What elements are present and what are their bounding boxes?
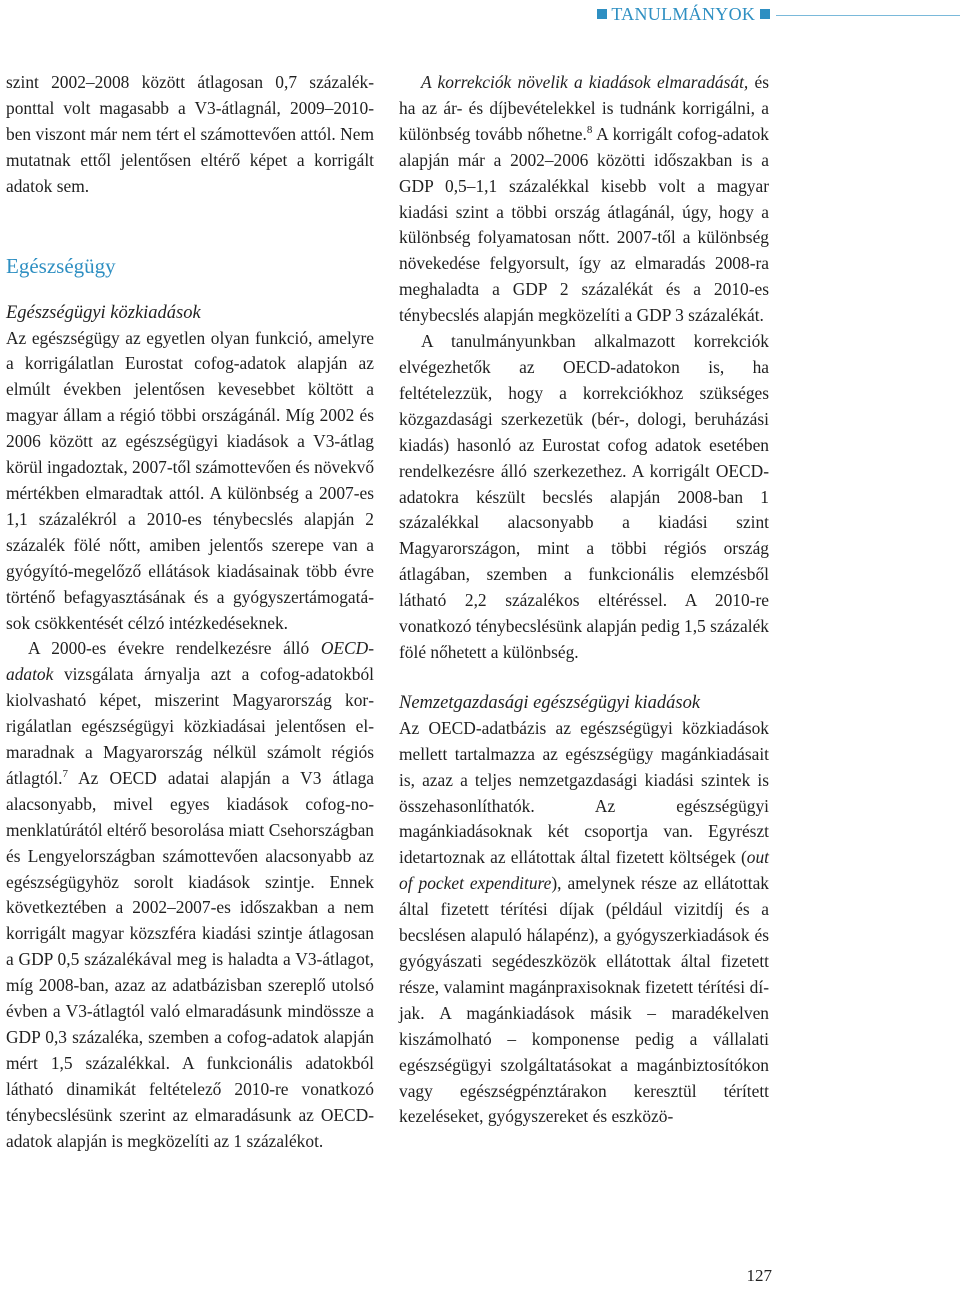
body-paragraph: Az egészségügy az egyetlen olyan funkció, amelyre a korrigálatlan Eurostat cofog-adatok alapján az elmúlt években jelentősen kevesebbet költött a magyar állam a régió többi országánál. Míg 2002 és 2006 között az egészségügyi kiadások a V3-átlag körül ingadoztak, 2007-től számottevően és növekvő mértékben elmaradtak attól. A különbség a 2007-es 1,1 százalékról a 2010-es ténybecslés alapján 2 százalék fölé nőtt, amiben jelentős szerepe van a gyógyító-megelőző ellátások kiadásainak több évre történő befagyasztásának és a gyógyszertámogatások csökkentését célzó intézkedéseknek. <box>6 327 375 633</box>
page-number: 127 <box>746 1266 772 1285</box>
footnote-ref: 7 <box>62 768 69 781</box>
page-header <box>0 0 960 40</box>
square-bullet-icon <box>760 9 770 19</box>
emphasis: A korrekciók növelik a kiadások elmaradását, <box>421 72 749 92</box>
subheading-national-health-spending: Nemzetgazdasági egészségügyi kiadások <box>399 692 701 713</box>
header-rule <box>776 15 960 16</box>
right-column <box>399 70 769 1130</box>
section-label <box>597 4 770 25</box>
emphasis: out of pocket expenditure <box>399 847 769 894</box>
body-paragraph: A 2000-es évekre rendelkezésre álló OECD-adatok vizsgálata árnyalja azt a cofog-adatokból kiolvasható képet, miszerint Magyarország korrigálatlan egészségügyi közkiadásai jelentősen elmaradnak a Magyarország nélkül számolt régiós átlagtól.$^7$ Az OECD adatai alapján a V3 átlaga alacsonyabb, mivel egyes kiadások cofog-nomenklatúrától eltérő besorolása miatt Csehországban és Lengyelországban számottevően alacsonyabb az egészségügyhöz sorolt kiadások szintje. Ennek következtében a 2002–2007-es időszakban a nem korrigált magyar közszféra kiadási szintje átlagosan a GDP 0,5 százalékával meg is haladta a V3-átlagot, míg 2008-ban, azaz az adatbázisban szereplő utolsó évben a V3-átlagtól való elmaradásunk mindössze a GDP 0,3 százaléka, szemben a cofog-adatok alapján mért 1,5 százalékkal. A funkcionális adatokból látható dinamikát feltételező 2010-re vonatkozó ténybecslésünk szerint az elmaradásunk az OECD-adatok alapján is megközelíti az 1 százalékot. <box>6 638 374 1151</box>
body-paragraph: Az OECD-adatbázis az egészségügyi közkiadások mellett tartalmazza az egészségügy magánkiadásait is, azaz a teljes nemzetgazdasági kiadási szintek is összehasonlíthatók. Az egészségügyi magánkiadásoknak két csoportja van. Egyrészt idetartoznak az ellátottak által fizetett költségek (out of pocket expenditure), amelynek része az ellátottak által fizetett térítési díjak (például vizitdíj és a becslésen alapuló hálapénz), a gyógyszerkiadások és gyógyászati segédeszközök ellátottak által fizetett része, valamint magánpraxisoknak fizetett térítési díjak. A magánkiadások másik – maradékelven kiszámolható – komponense pedig a vállalati egészségügyi szolgáltatásokat a magánbiztosítókon vagy egészségpénztárakon keresztül térített kezeléseket, gyógyszereket és eszközö- <box>399 717 769 1127</box>
section-label-text: TANULMÁNYOK <box>611 4 756 24</box>
square-bullet-icon <box>597 9 607 19</box>
left-column <box>6 70 374 1155</box>
section-title: Egészségügy <box>6 253 116 278</box>
footnote-ref: 8 <box>586 124 593 137</box>
intro-paragraph: szint 2002–2008 között átlagosan 0,7 százalékponttal volt magasabb a V3-átlagnál, 2009–2010-ben viszont már nem tért el számottevően attól. Nem mutatnak ettől jelentősen eltérő képet a korrigált adatok sem. <box>6 72 374 196</box>
body-paragraph: A korrekciók növelik a kiadások elmaradását, és ha az ár- és díjbevételekkel is tudnánk korrigálni, a különbség tovább nőhetne.$^8$ A korrigált cofog-adatok alapján már a 2002–2006 közötti időszakban is a GDP 0,5–1,1 százalékkal kisebb volt a magyar kiadási szint a többi ország átlagánál, úgy, hogy a különbség folyamatosan nőtt. 2007-től a különbség növekedése felgyorsult, így az elmaradás 2008-ra meghaladta a GDP 2 százalékát és a 2010-es ténybecslés alapján megközelíti a GDP 3 százalékát. <box>399 72 769 326</box>
emphasis: OECD-adatok <box>6 638 374 685</box>
subheading-public-health-spending: Egészségügyi közkiadások <box>6 302 201 323</box>
body-paragraph: A tanulmányunkban alkalmazott korrekciók elvégezhetők az OECD-adatokon is, ha feltételezzük, hogy a korrekciókhoz szükséges közgazdasági szerkezetük (bér-, dologi, beruházási kiadás) hasonló az Eurostat cofog adatok esetében rendelkezésre álló szerkezethez. A korrigált OECD-adatokra készült becslés alapján 2008-ban 1 százalékkal alacsonyabb a kiadási szint Magyarországon, mint a többi régiós ország átlagában, szemben a funkcionális elemzésből látható 2,2 százalékos eltéréssel. A 2010-re vonatkozó ténybecslésünk alapján pedig 1,5 százalék fölé nőhetett a különbség. <box>399 331 769 662</box>
